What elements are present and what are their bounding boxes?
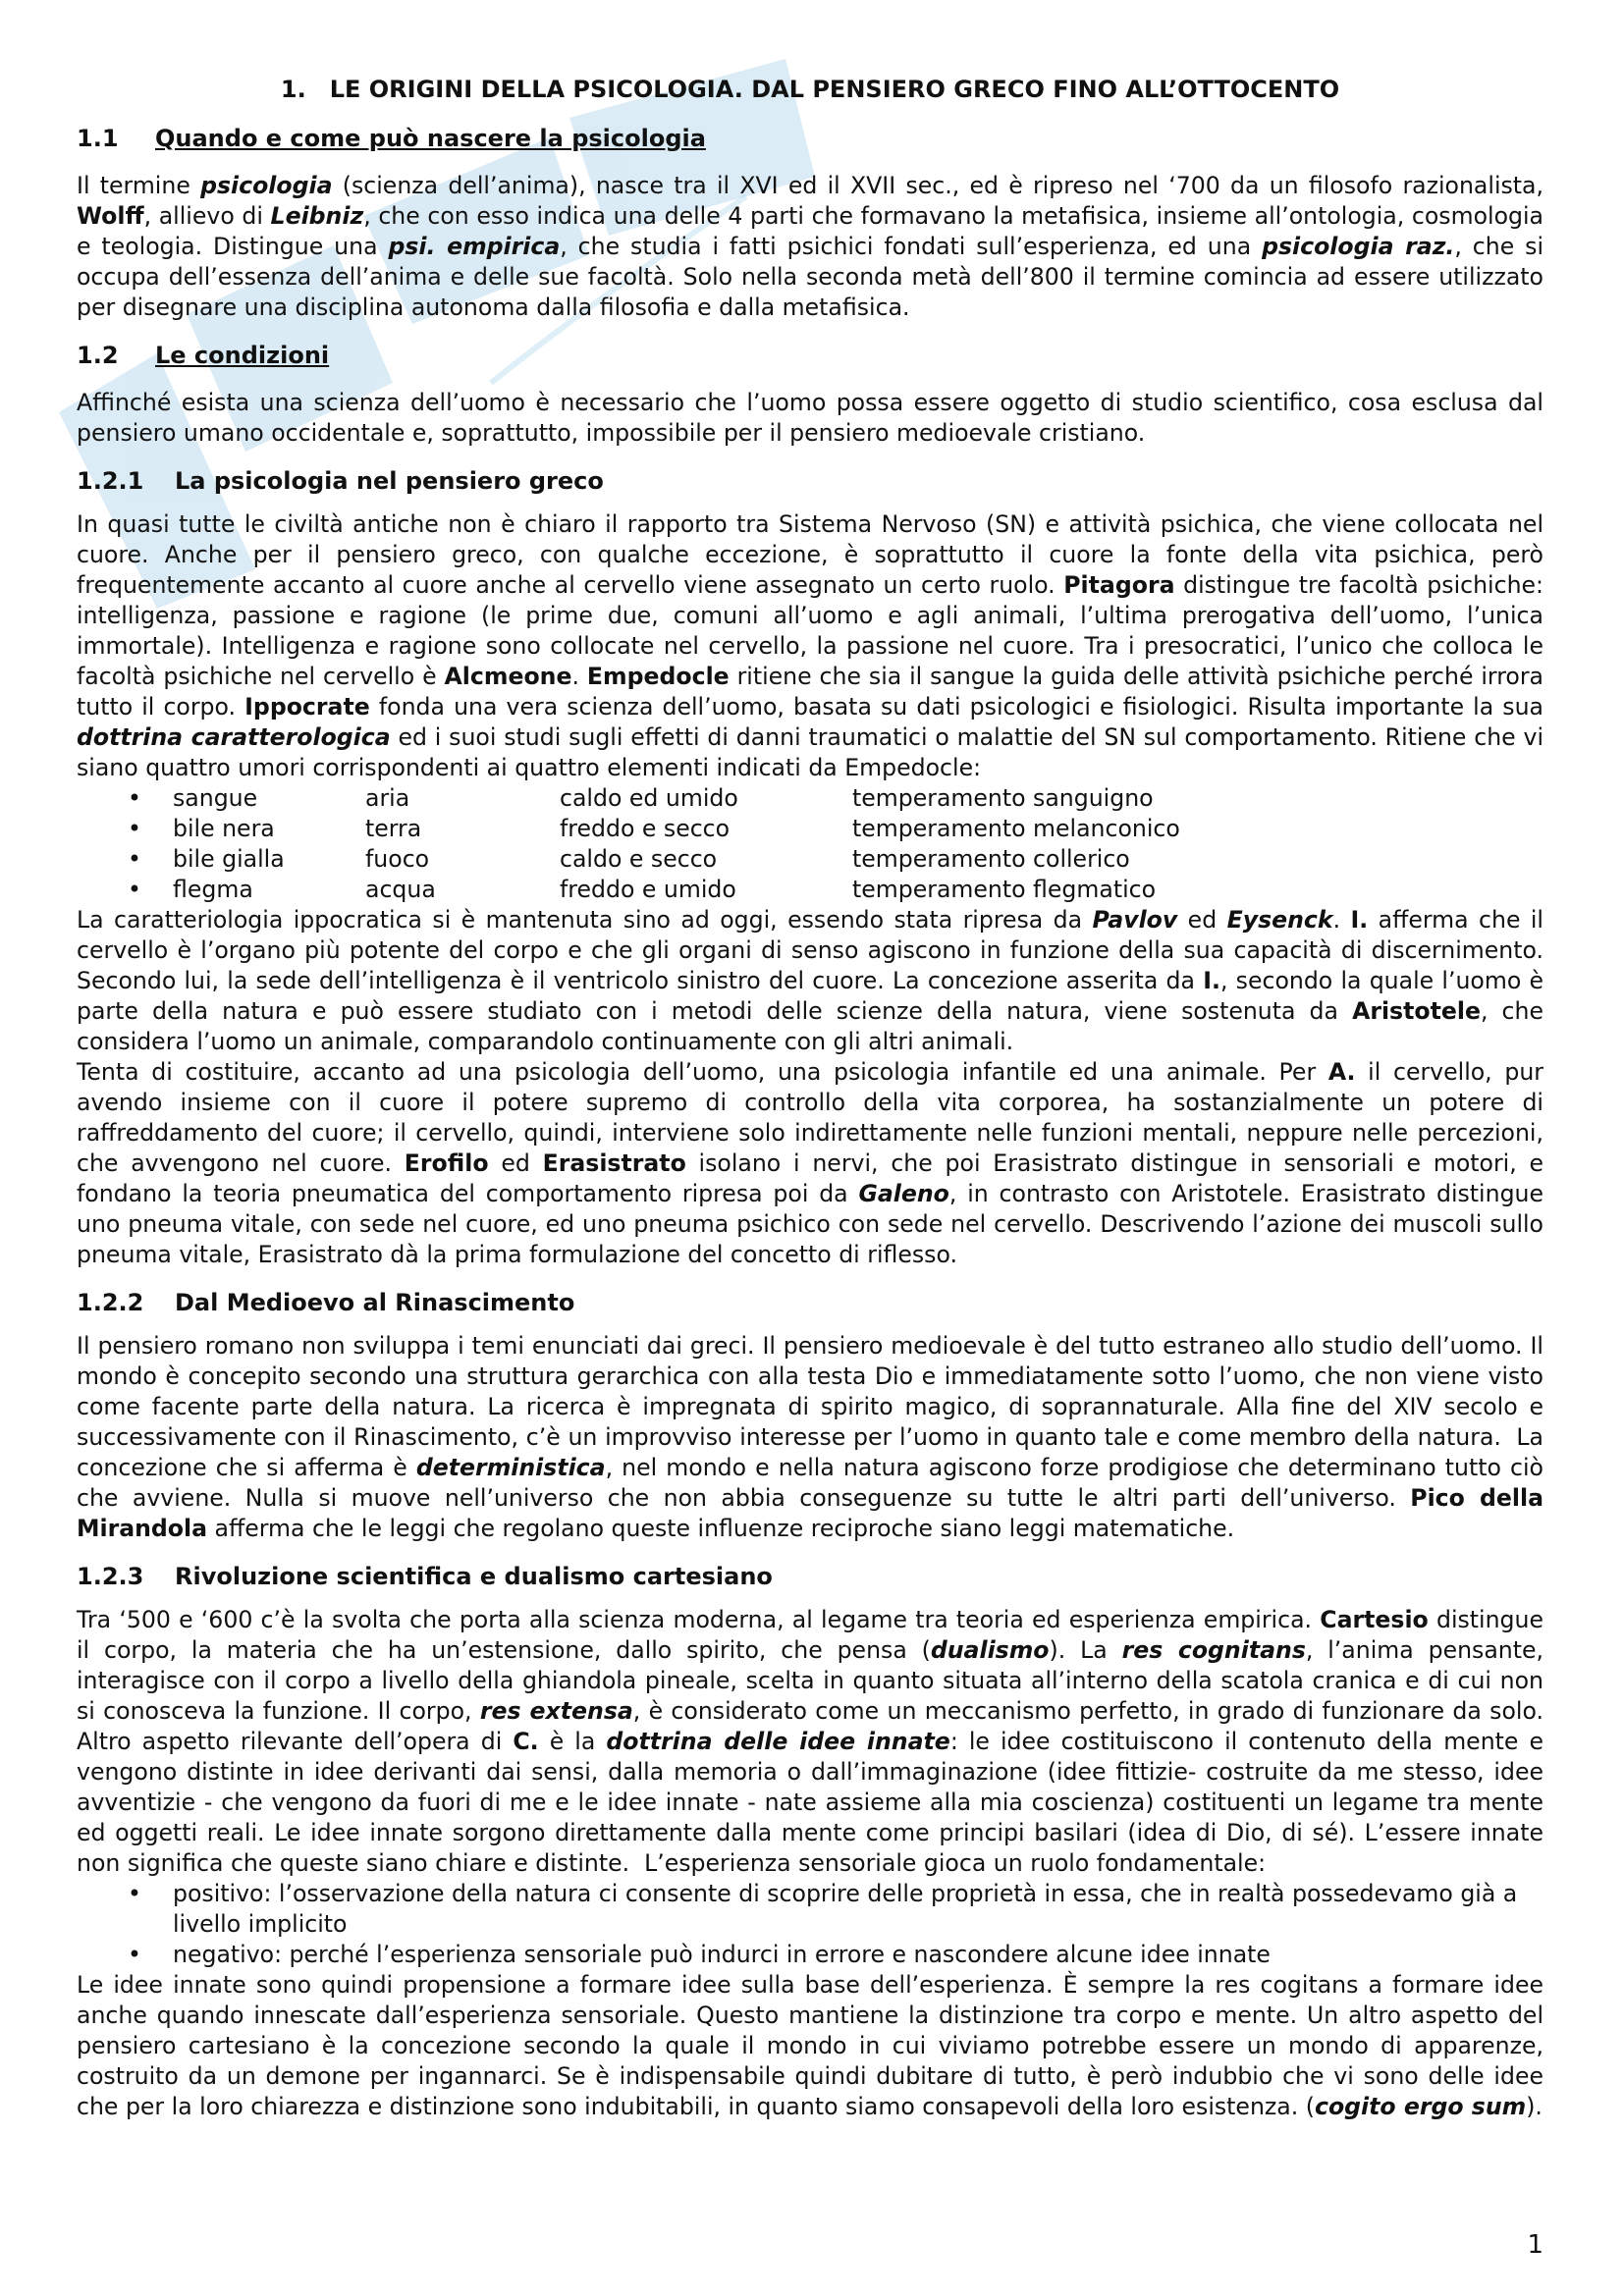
- chapter-title: 1. LE ORIGINI DELLA PSICOLOGIA. DAL PENSIERO GRECO FINO ALL’OTTOCENTO: [280, 76, 1340, 103]
- subsection-heading: [77, 1562, 1543, 1591]
- list-item: • flegma acqua freddo e umido temperamento flegmatico: [128, 876, 1157, 903]
- bullet-icon: •: [128, 1880, 141, 1907]
- section-number: 1.2: [77, 342, 119, 369]
- list-item: • positivo: l’osservazione della natura ci consente di scoprire delle proprietà in essa, che in realtà possedevamo già a livello implicito: [128, 1880, 1518, 1938]
- paragraph: Tra ‘500 e ‘600 c’è la svolta che porta alla scienza moderna, al legame tra teoria ed esperienza empirica. Cartesio distingue il corpo, la materia che ha un’estensione, dallo spirito, che pensa (dualismo). La res cognitans, l’anima pensante, interagisce con il corpo a livello della ghiandola pineale, scelta in quanto situata all’interno della scatola cranica e di cui non si conosceva la funzione. Il corpo, res extensa, è considerato come un meccanismo perfetto, in grado di funzionare da solo. Altro aspetto rilevante dell’opera di C. è la dottrina delle idee innate: le idee costituiscono il contenuto della mente e vengono distinte in idee derivanti dai sensi, dalla memoria o dall’immaginazione (idee fittizie- costruite da me stesso, idee avventizie - che vengono da fuori di me e le idee innate - nate assieme alla mia coscienza) costituenti un legame tra mente ed oggetti reali. Le idee innate sorgono direttamente dalla mente come principi basilari (idea di Dio, di sé). L’essere innate non significa che queste siano chiare e distinte. L’esperienza sensoriale gioca un ruolo fondamentale:: [77, 1606, 1544, 1877]
- paragraph: Affinché esista una scienza dell’uomo è necessario che l’uomo possa essere oggetto di studio scientifico, cosa esclusa dal pensiero umano occidentale e, soprattutto, impossibile per il pensiero medioevale cristiano.: [77, 389, 1543, 447]
- document-page: [77, 75, 1543, 2122]
- paragraph: Tenta di costituire, accanto ad una psicologia dell’uomo, una psicologia infantile ed una animale. Per A. il cervello, pur avendo insieme con il cuore il potere supremo di controllo della vita corporea, ha sostanzialmente un potere di raffreddamento del cuore; il cervello, quindi, interviene solo indirettamente nelle funzioni mentali, neppure nelle percezioni, che avvengono nel cuore. Erofilo ed Erasistrato isolano i nervi, che poi Erasistrato distingue in sensoriali e motori, e fondano la teoria pneumatica del comportamento ripresa poi da Galeno, in contrasto con Aristotele. Erasistrato distingue uno pneuma vitale, con sede nel cuore, ed uno pneuma psichico con sede nel cervello. Descrivendo l’azione dei muscoli sullo pneuma vitale, Erasistrato dà la prima formulazione del concetto di riflesso.: [77, 1058, 1544, 1268]
- list-item: • bile nera terra freddo e secco temperamento melanconico: [128, 815, 1180, 842]
- bullet-icon: •: [128, 876, 141, 903]
- section-heading: [77, 124, 1543, 153]
- humors-list: [77, 783, 1543, 905]
- bullet-icon: •: [128, 845, 141, 873]
- list-item: • sangue aria caldo ed umido temperamento sanguigno: [128, 784, 1154, 812]
- paragraph: Il pensiero romano non sviluppa i temi enunciati dai greci. Il pensiero medioevale è del tutto estraneo allo studio dell’uomo. Il mondo è concepito secondo una struttura gerarchica con alla testa Dio e immediatamente sotto l’uomo, che non viene visto come facente parte della natura. La ricerca è impregnata di spirito magico, di soprannaturale. Alla fine del XIV secolo e successivamente con il Rinascimento, c’è un improvviso interesse per l’uomo in quanto tale e come membro della natura. La concezione che si afferma è deterministica, nel mondo e nella natura agiscono forze prodigiose che determinano tutto ciò che avviene. Nulla si muove nell’universo che non abbia conseguenze su tutte le altri parti dell’universo. Pico della Mirandola afferma che le leggi che regolano queste influenze reciproche siano leggi matematiche.: [77, 1332, 1544, 1542]
- section-number: 1.1: [77, 125, 119, 152]
- subsection-title: Rivoluzione scientifica e dualismo cartesiano: [175, 1563, 773, 1590]
- page-number: 1: [1527, 2230, 1543, 2260]
- subsection-heading: [77, 466, 1543, 496]
- experience-list: [77, 1879, 1543, 1970]
- list-item: • negativo: perché l’esperienza sensoriale può indurci in errore e nascondere alcune idee innate: [128, 1941, 1271, 1968]
- subsection-title: Dal Medioevo al Rinascimento: [175, 1289, 575, 1316]
- paragraph: Le idee innate sono quindi propensione a formare idee sulla base dell’esperienza. È sempre la res cogitans a formare idee anche quando innescate dall’esperienza sensoriale. Questo mantiene la distinzione tra corpo e mente. Un altro aspetto del pensiero cartesiano è la concezione secondo la quale il mondo in cui viviamo potrebbe essere un mondo di apparenze, costruito da un demone per ingannarci. Se è indispensabile quindi dubitare di tutto, è però indubbio che vi sono delle idee che per la loro chiarezza e distinzione sono indubitabili, in quanto siamo consapevoli della loro esistenza. (cogito ergo sum).: [77, 1971, 1543, 2120]
- subsection-number: 1.2.1: [77, 467, 144, 495]
- bullet-icon: •: [128, 815, 141, 842]
- bullet-icon: •: [128, 1941, 141, 1968]
- section-heading: [77, 341, 1543, 370]
- subsection-number: 1.2.2: [77, 1289, 144, 1316]
- section-title: Le condizioni: [155, 342, 330, 369]
- paragraph: Il termine psicologia (scienza dell’anima), nasce tra il XVI ed il XVII sec., ed è ripreso nel ‘700 da un filosofo razionalista, Wolff, allievo di Leibniz, che con esso indica una delle 4 parti che formavano la metafisica, insieme all’ontologia, cosmologia e teologia. Distingue una psi. empirica, che studia i fatti psichici fondati sull’esperienza, ed una psicologia raz., che si occupa dell’essenza dell’anima e delle sue facoltà. Solo nella seconda metà dell’800 il termine comincia ad essere utilizzato per disegnare una disciplina autonoma dalla filosofia e dalla metafisica.: [77, 172, 1544, 321]
- paragraph: La caratteriologia ippocratica si è mantenuta sino ad oggi, essendo stata ripresa da Pavlov ed Eysenck. I. afferma che il cervello è l’organo più potente del corpo e che gli organi di senso agiscono in funzione della sua capacità di discernimento. Secondo lui, la sede dell’intelligenza è il ventricolo sinistro del cuore. La concezione asserita da I., secondo la quale l’uomo è parte della natura e può essere studiato con i metodi delle scienze della natura, viene sostenuta da Aristotele, che considera l’uomo un animale, comparandolo continuamente con gli altri animali.: [77, 906, 1543, 1055]
- paragraph: In quasi tutte le civiltà antiche non è chiaro il rapporto tra Sistema Nervoso (SN) e attività psichica, che viene collocata nel cuore. Anche per il pensiero greco, con qualche eccezione, è soprattutto il cuore la fonte della vita psichica, però frequentemente accanto al cuore anche al cervello viene assegnato un certo ruolo. Pitagora distingue tre facoltà psichiche: intelligenza, passione e ragione (le prime due, comuni all’uomo e agli animali, l’ultima prerogativa dell’uomo, l’unica immortale). Intelligenza e ragione sono collocate nel cervello, la passione nel cuore. Tra i presocratici, l’unico che colloca le facoltà psichiche nel cervello è Alcmeone. Empedocle ritiene che sia il sangue la guida delle attività psichiche perché irrora tutto il corpo. Ippocrate fonda una vera scienza dell’uomo, basata su dati psicologici e fisiologici. Risulta importante la sua dottrina caratterologica ed i suoi studi sugli effetti di danni traumatici o malattie del SN sul comportamento. Ritiene che vi siano quattro umori corrispondenti ai quattro elementi indicati da Empedocle:: [77, 510, 1544, 781]
- list-item: • bile gialla fuoco caldo e secco temperamento collerico: [128, 845, 1130, 873]
- section-title: Quando e come può nascere la psicologia: [155, 125, 706, 152]
- subsection-title: La psicologia nel pensiero greco: [175, 467, 604, 495]
- subsection-number: 1.2.3: [77, 1563, 144, 1590]
- subsection-heading: [77, 1288, 1543, 1317]
- bullet-icon: •: [128, 784, 141, 812]
